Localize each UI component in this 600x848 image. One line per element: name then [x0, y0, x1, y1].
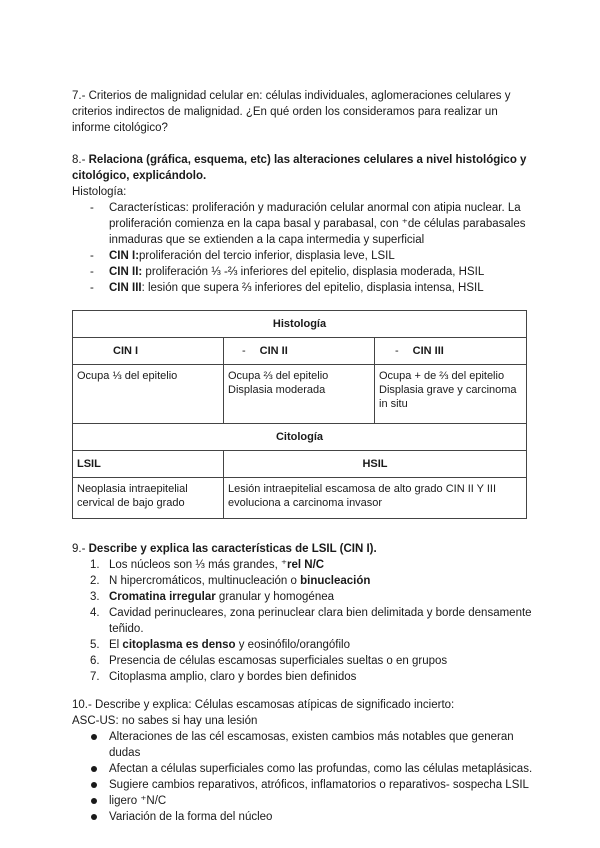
list-item [90, 264, 534, 280]
question-8-heading [72, 152, 534, 184]
bullet-icon [91, 782, 97, 788]
table-row [73, 478, 527, 519]
bullet-icon [91, 798, 97, 804]
sil-header: LSIL [73, 451, 224, 478]
item-text: Los núcleos son ⅓ más grandes, ⁺ [109, 559, 288, 571]
asc-us-list [72, 729, 534, 825]
bullet-icon [91, 766, 97, 772]
item-text: Variación de la forma del núcleo [109, 811, 273, 823]
item-text: Citoplasma amplio, claro y bordes bien definidos [109, 671, 357, 683]
document-content [72, 88, 534, 825]
list-item [90, 793, 534, 809]
question-8-number: 8.- [72, 154, 86, 166]
cin-header [73, 338, 224, 365]
item-text: proliferación del tercio inferior, displasia leve, LSIL [139, 250, 395, 262]
question-10-heading: 10.- Describe y explica: Células escamosas atípicas de significado incierto: [72, 699, 455, 711]
list-item [90, 637, 534, 653]
table-row [73, 365, 527, 424]
item-bold: CIN II: [109, 266, 143, 278]
item-text: Cavidad perinucleares, zona perinuclear clara bien delimitada y borde densamente teñido. [109, 607, 532, 635]
item-bold: rel N/C [287, 559, 325, 571]
item-number: 1. [90, 559, 100, 571]
lsil-list [72, 557, 534, 685]
item-bold: CIN III [109, 282, 142, 294]
item-text: : lesión que supera ⅔ inferiores del epitelio, displasia intensa, HSIL [141, 282, 484, 294]
list-item [90, 557, 534, 573]
cin-header-label: CIN III [412, 345, 444, 357]
item-bold: CIN I: [109, 250, 140, 262]
item-text: y eosinófilo/orangófilo [235, 639, 350, 651]
question-9-heading [72, 541, 534, 557]
item-text: proliferación ⅓ -⅔ inferiores del epitelio, displasia moderada, HSIL [142, 266, 485, 278]
list-item [90, 777, 534, 793]
item-number: 2. [90, 575, 100, 587]
item-text: Características: proliferación y maduración celular anormal con atipia nuclear. La proliferación comienza en la capa basal y parabasal, con ⁺de células parabasales inmaduras que se extienden a la capa intermedia y superficial [109, 202, 526, 246]
question-9-number: 9.- [72, 543, 86, 555]
histologia-header: Histología [73, 311, 527, 338]
question-10 [72, 697, 534, 825]
sil-header: HSIL [224, 451, 527, 478]
cin-header-label: CIN I [113, 345, 139, 357]
cin-header-dash: - [395, 345, 399, 357]
item-number: 7. [90, 671, 100, 683]
cin-header-label: CIN II [259, 345, 288, 357]
item-text: granular y homogénea [215, 591, 335, 603]
item-bold: citoplasma es denso [122, 639, 236, 651]
item-text: Sugiere cambios reparativos, atróficos, inflamatorios o reparativos- sospecha LSIL [109, 779, 529, 791]
item-number: 6. [90, 655, 100, 667]
table-cell: Ocupa + de ⅔ del epitelio Displasia grave y carcinoma in situ [375, 365, 527, 424]
question-8 [72, 152, 534, 519]
item-text: Alteraciones de las cél escamosas, existen cambios más notables que generan dudas [109, 731, 514, 759]
list-item [90, 605, 534, 637]
list-item [90, 589, 534, 605]
cin-header [224, 338, 375, 365]
item-bold: binucleación [300, 575, 371, 587]
table-cell: Lesión intraepitelial escamosa de alto grado CIN II Y III evoluciona a carcinoma invasor [224, 478, 527, 519]
item-number: 5. [90, 639, 100, 651]
cin-header [375, 338, 527, 365]
table-row [73, 311, 527, 338]
comparison-table [72, 310, 527, 519]
list-item [90, 809, 534, 825]
question-9-title: Describe y explica las características de LSIL (CIN I). [88, 543, 377, 555]
bullet-icon [91, 814, 97, 820]
table-row [73, 338, 527, 365]
citologia-header: Citología [73, 424, 527, 451]
table-cell: Ocupa ⅓ del epitelio [73, 365, 224, 424]
table-row [73, 424, 527, 451]
cin-header-dash: - [242, 345, 246, 357]
histologia-list [72, 200, 534, 296]
table-cell: Ocupa ⅔ del epitelio Displasia moderada [224, 365, 375, 424]
item-text: N hipercromáticos, multinucleación o [109, 575, 301, 587]
item-number: 3. [90, 591, 100, 603]
question-9 [72, 541, 534, 685]
table-row [73, 451, 527, 478]
list-item [90, 653, 534, 669]
item-bold: Cromatina irregular [109, 591, 216, 603]
list-item [90, 573, 534, 589]
table-cell: Neoplasia intraepitelial cervical de bajo grado [73, 478, 224, 519]
histologia-subheading: Histología: [72, 186, 127, 198]
list-item [90, 729, 534, 761]
bullet-icon [91, 734, 97, 740]
list-item [90, 200, 534, 248]
list-item [90, 248, 534, 264]
item-text: ligero ⁺N/C [109, 795, 167, 807]
item-text: El [109, 639, 123, 651]
question-7: 7.- Criterios de malignidad celular en: células individuales, aglomeraciones celulares y criterios indirectos de malignidad. ¿En qué orden los consideramos para realizar un informe citológico? [72, 90, 511, 134]
list-item [90, 669, 534, 685]
item-number: 4. [90, 607, 100, 619]
item-text: Presencia de células escamosas superficiales sueltas o en grupos [109, 655, 448, 667]
asc-us-subheading: ASC-US: no sabes si hay una lesión [72, 715, 258, 727]
question-8-title: Relaciona (gráfica, esquema, etc) las alteraciones celulares a nivel histológico y citológico, explicándolo. [72, 154, 527, 182]
list-item [90, 280, 534, 296]
list-item [90, 761, 534, 777]
item-text: Afectan a células superficiales como las profundas, como las células metaplásicas. [109, 763, 533, 775]
